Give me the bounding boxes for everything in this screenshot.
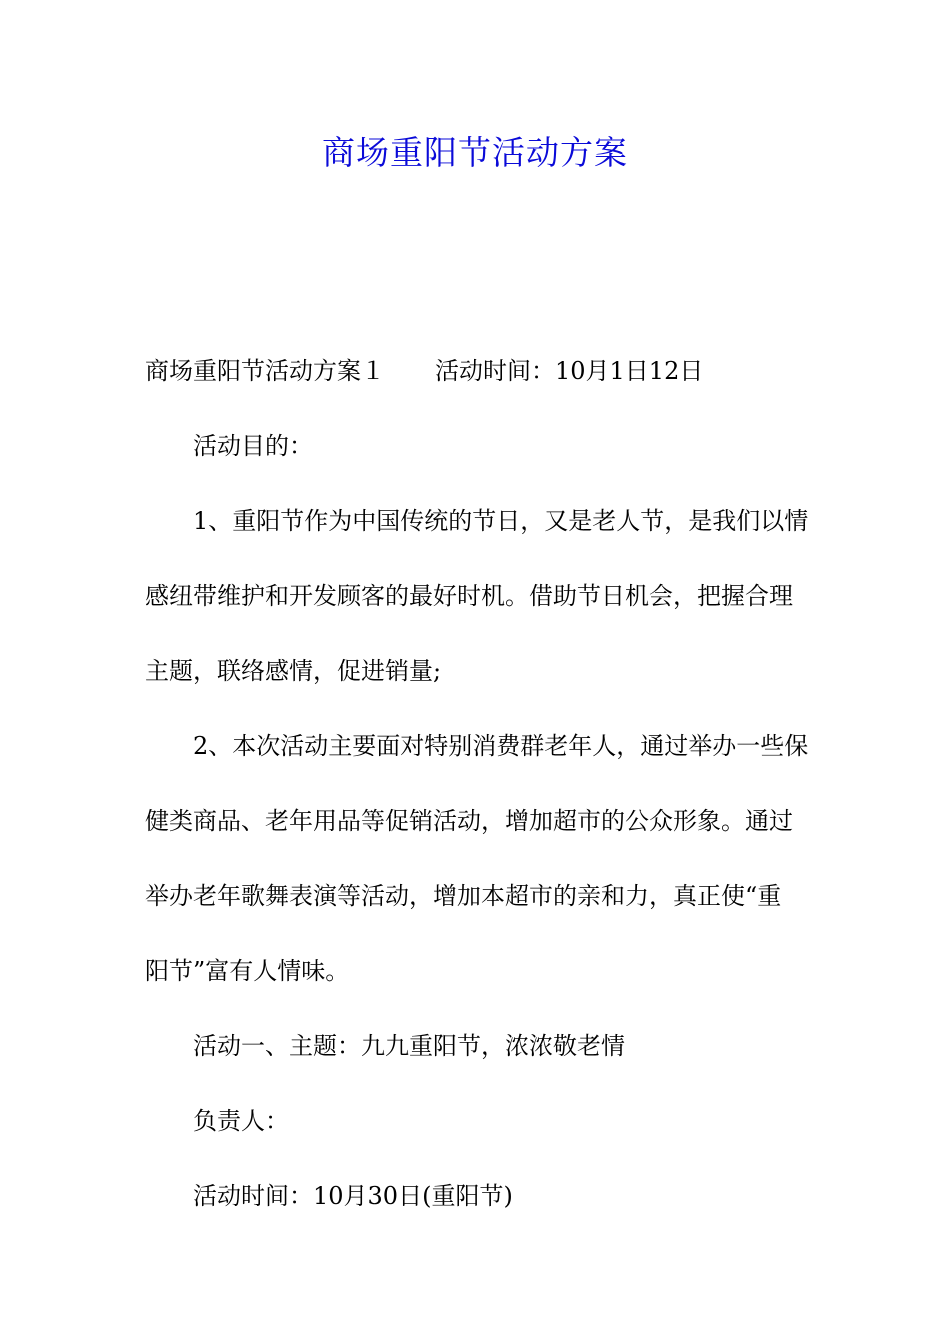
paragraph-line: 2、本次活动主要面对特别消费群老年人，通过举办一些保 <box>193 732 809 760</box>
paragraph-line: 负责人： <box>193 1107 289 1135</box>
section-heading: 商场重阳节活动方案１ <box>145 357 385 385</box>
paragraph-line: 健类商品、老年用品等促销活动，增加超市的公众形象。通过 <box>145 807 793 835</box>
paragraph-line: 活动一、主题：九九重阳节，浓浓敬老情 <box>193 1032 625 1060</box>
document-title: 商场重阳节活动方案 <box>322 133 628 172</box>
paragraph-line: 1、重阳节作为中国传统的节日，又是老人节，是我们以情 <box>193 507 809 535</box>
paragraph-line <box>145 334 810 409</box>
paragraph-line: 阳节”富有人情味。 <box>145 957 350 985</box>
document-body <box>145 334 810 1234</box>
paragraph-line: 活动时间：10月30日(重阳节) <box>193 1182 513 1210</box>
paragraph-line: 主题，联络感情，促进销量; <box>145 657 442 685</box>
paragraph-line: 活动目的： <box>193 432 313 460</box>
activity-time: 活动时间：10月1日12日 <box>435 357 704 385</box>
paragraph-line: 感纽带维护和开发顾客的最好时机。借助节日机会，把握合理 <box>145 582 793 610</box>
paragraph-line: 举办老年歌舞表演等活动，增加本超市的亲和力，真正使“重 <box>145 882 782 910</box>
